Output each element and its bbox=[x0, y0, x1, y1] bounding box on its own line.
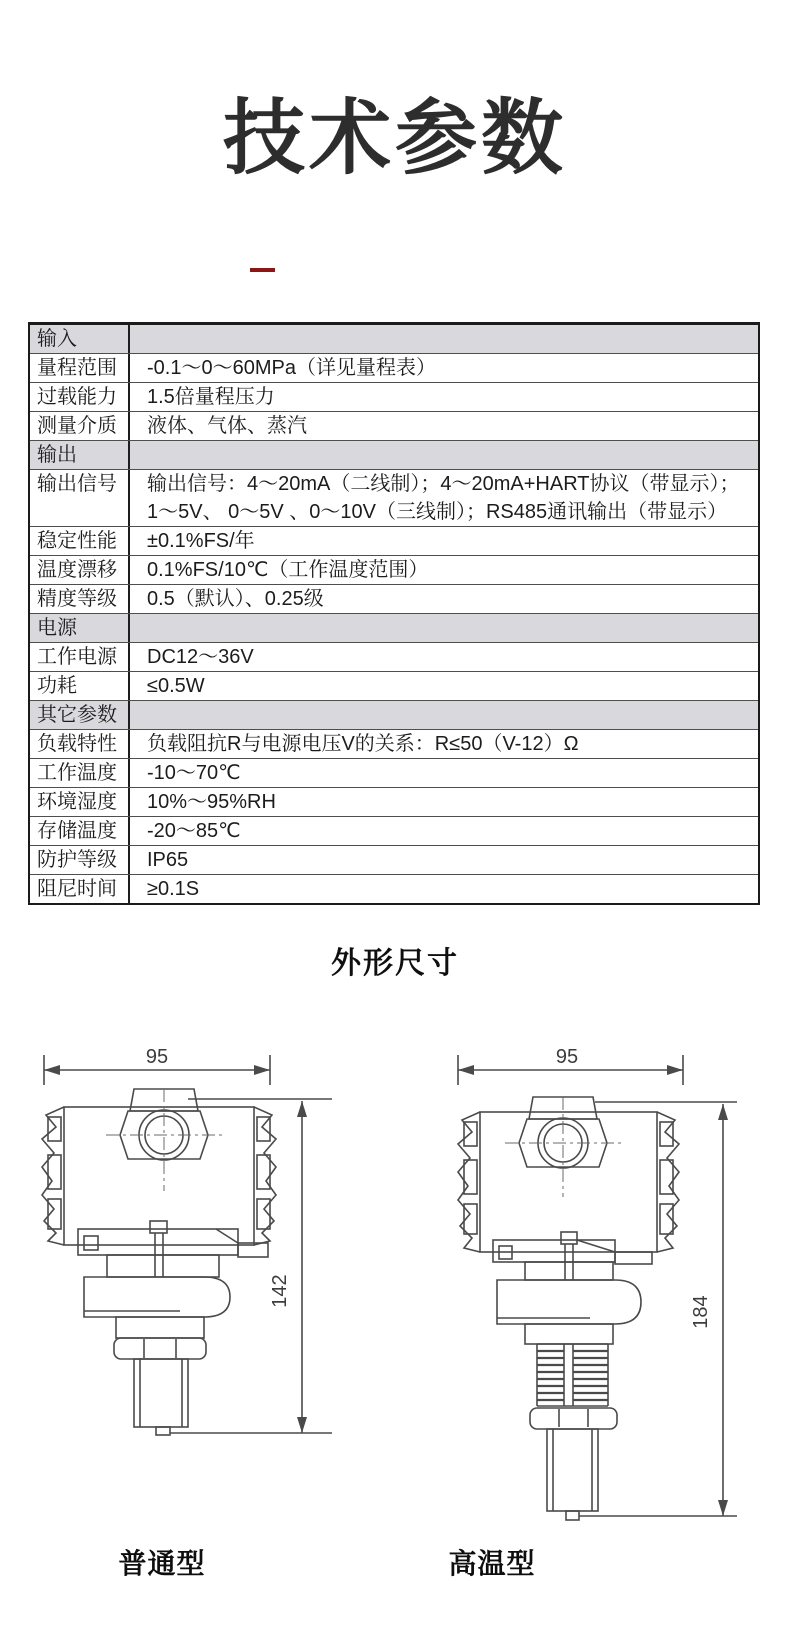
row-label: 负载特性 bbox=[30, 730, 130, 758]
normal-outline-lines bbox=[42, 1055, 332, 1435]
table-row bbox=[30, 643, 758, 672]
row-value bbox=[130, 441, 758, 469]
row-value bbox=[130, 412, 758, 440]
row-label: 输出 bbox=[30, 441, 130, 469]
row-value bbox=[130, 875, 758, 903]
table-row bbox=[30, 759, 758, 788]
row-value bbox=[130, 527, 758, 555]
row-value-line: ≥0.1S bbox=[147, 878, 200, 900]
row-value-line: 1～5V、 0～5V 、0～10V（三线制）；RS485通讯输出（带显示） bbox=[147, 501, 728, 523]
table-row bbox=[30, 788, 758, 817]
table-row bbox=[30, 846, 758, 875]
accent-dash bbox=[250, 268, 275, 272]
row-label: 输出信号 bbox=[30, 470, 130, 526]
drawing-high-temp-type bbox=[415, 1005, 760, 1545]
row-label: 稳定性能 bbox=[30, 527, 130, 555]
row-value bbox=[130, 325, 758, 353]
table-section-row bbox=[30, 325, 758, 354]
row-value-line: 液体、气体、蒸汽 bbox=[147, 415, 307, 437]
table-row bbox=[30, 470, 758, 527]
row-label: 测量介质 bbox=[30, 412, 130, 440]
row-value-line: 负载阻抗R与电源电压V的关系：R≤50（V-12）Ω bbox=[147, 733, 579, 755]
row-value-line: -0.1～0～60MPa（详见量程表） bbox=[147, 357, 436, 379]
table-row bbox=[30, 556, 758, 585]
table-row bbox=[30, 672, 758, 701]
row-value bbox=[130, 672, 758, 700]
row-value bbox=[130, 556, 758, 584]
row-value bbox=[130, 730, 758, 758]
row-label: 环境湿度 bbox=[30, 788, 130, 816]
row-value bbox=[130, 614, 758, 642]
row-label: 阻尼时间 bbox=[30, 875, 130, 903]
row-label: 存储温度 bbox=[30, 817, 130, 845]
row-label: 工作温度 bbox=[30, 759, 130, 787]
hightemp-dimension-arrows bbox=[458, 1065, 728, 1516]
table-row bbox=[30, 412, 758, 441]
caption-high-temp-type: 高温型 bbox=[448, 1548, 536, 1579]
row-value-line: 0.5（默认）、0.25级 bbox=[147, 588, 324, 610]
row-value bbox=[130, 759, 758, 787]
table-row bbox=[30, 875, 758, 903]
hightemp-outline-lines bbox=[458, 1055, 737, 1520]
table-row bbox=[30, 817, 758, 846]
row-value-line: 10%～95%RH bbox=[147, 791, 276, 813]
row-label: 温度漂移 bbox=[30, 556, 130, 584]
row-value bbox=[130, 846, 758, 874]
row-label: 精度等级 bbox=[30, 585, 130, 613]
row-value-line: ≤0.5W bbox=[147, 675, 205, 697]
row-value-line: IP65 bbox=[147, 849, 189, 871]
caption-normal-type: 普通型 bbox=[118, 1548, 206, 1579]
row-label: 过载能力 bbox=[30, 383, 130, 411]
row-label: 量程范围 bbox=[30, 354, 130, 382]
row-value-line: 0.1%FS/10℃（工作温度范围） bbox=[147, 559, 429, 581]
table-section-row bbox=[30, 701, 758, 730]
row-label: 其它参数 bbox=[30, 701, 130, 729]
row-label: 电源 bbox=[30, 614, 130, 642]
row-label: 功耗 bbox=[30, 672, 130, 700]
row-value-line: ±0.1%FS/年 bbox=[147, 530, 255, 552]
row-value bbox=[130, 470, 758, 526]
normal-height-dimension-label: 142 bbox=[269, 1274, 291, 1308]
row-label: 工作电源 bbox=[30, 643, 130, 671]
row-value bbox=[130, 817, 758, 845]
row-value bbox=[130, 643, 758, 671]
row-value-line: -10～70℃ bbox=[147, 762, 241, 784]
row-label: 防护等级 bbox=[30, 846, 130, 874]
page-title: 技术参数 bbox=[222, 91, 567, 186]
row-label: 输入 bbox=[30, 325, 130, 353]
dimensions-heading: 外形尺寸 bbox=[331, 947, 459, 980]
table-row bbox=[30, 354, 758, 383]
spec-table bbox=[28, 322, 760, 905]
row-value-line: DC12～36V bbox=[147, 646, 254, 668]
hightemp-height-dimension-label: 184 bbox=[690, 1295, 712, 1329]
row-value bbox=[130, 701, 758, 729]
row-value bbox=[130, 585, 758, 613]
row-value-line: 1.5倍量程压力 bbox=[147, 386, 275, 408]
row-value-line: -20～85℃ bbox=[147, 820, 241, 842]
normal-width-dimension-label: 95 bbox=[145, 1046, 169, 1068]
table-row bbox=[30, 730, 758, 759]
row-value bbox=[130, 383, 758, 411]
table-row bbox=[30, 383, 758, 412]
hightemp-width-dimension-label: 95 bbox=[555, 1046, 579, 1068]
row-value bbox=[130, 354, 758, 382]
table-row bbox=[30, 527, 758, 556]
row-value-line: 输出信号：4～20mA（二线制）；4～20mA+HART协议（带显示）； bbox=[147, 473, 740, 495]
table-section-row bbox=[30, 614, 758, 643]
table-row bbox=[30, 585, 758, 614]
row-value bbox=[130, 788, 758, 816]
drawing-normal-type bbox=[20, 1005, 340, 1455]
table-section-row bbox=[30, 441, 758, 470]
